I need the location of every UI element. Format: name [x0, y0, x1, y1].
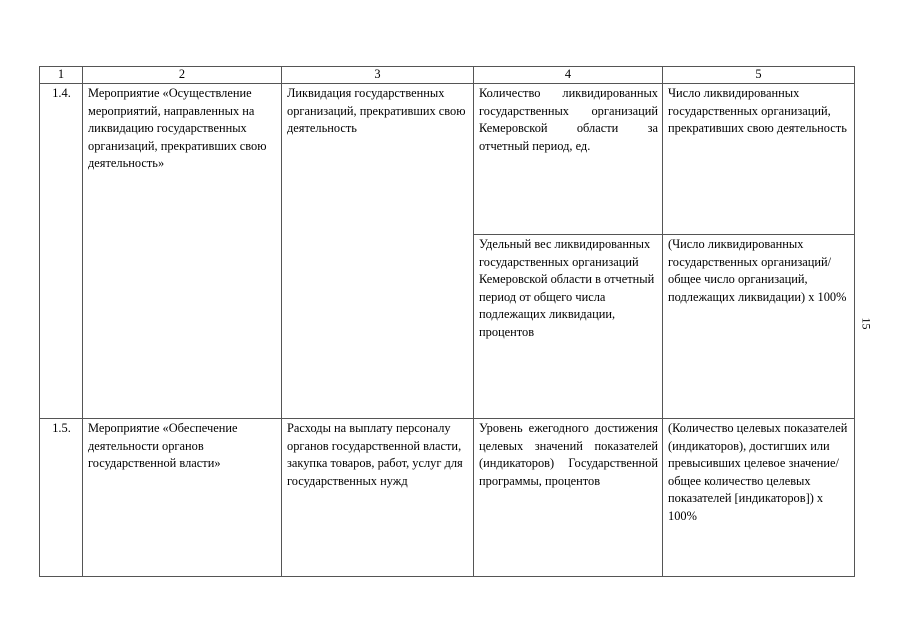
calculation-method-cell: Число ликвидированных государственных организаций, прекративших свою деятельность [663, 84, 855, 235]
indicator-name-cell: Уровень ежегодного достижения целевых значений показателей (индикаторов) Государственной программы, процентов [474, 419, 663, 577]
column-number: 3 [282, 67, 474, 84]
row-number: 1.5. [40, 419, 83, 577]
table-row [40, 419, 855, 577]
column-number: 5 [663, 67, 855, 84]
indicator-name-cell: Удельный вес ликвидированных государственных организаций Кемеровской области в отчетный период от общего числа подлежащих ликвидации, процентов [474, 235, 663, 419]
event-cell: Мероприятие «Обеспечение деятельности органов государственной власти» [83, 419, 282, 577]
expense-cell: Ликвидация государственных организаций, прекративших свою деятельность [282, 84, 474, 419]
indicator-name-cell: Количество ликвидированных государственных организаций Кемеровской области за отчетный период, ед. [474, 84, 663, 235]
table-row [40, 84, 855, 235]
column-number-row [40, 67, 855, 84]
page-number: 15 [859, 317, 874, 330]
row-number: 1.4. [40, 84, 83, 419]
program-table [39, 66, 855, 577]
expense-cell: Расходы на выплату персоналу органов государственной власти, закупка товаров, работ, услуг для государственных нужд [282, 419, 474, 577]
event-cell: Мероприятие «Осуществление мероприятий, направленных на ликвидацию государственных организаций, прекративших свою деятельность» [83, 84, 282, 419]
column-number: 1 [40, 67, 83, 84]
calculation-method-cell: (Число ликвидированных государственных организаций/общее число организаций, подлежащих ликвидации) х 100% [663, 235, 855, 419]
calculation-method-cell: (Количество целевых показателей (индикаторов), достигших или превысивших целевое значение/общее количество целевых показателей [индикаторов]) х 100% [663, 419, 855, 577]
column-number: 4 [474, 67, 663, 84]
column-number: 2 [83, 67, 282, 84]
